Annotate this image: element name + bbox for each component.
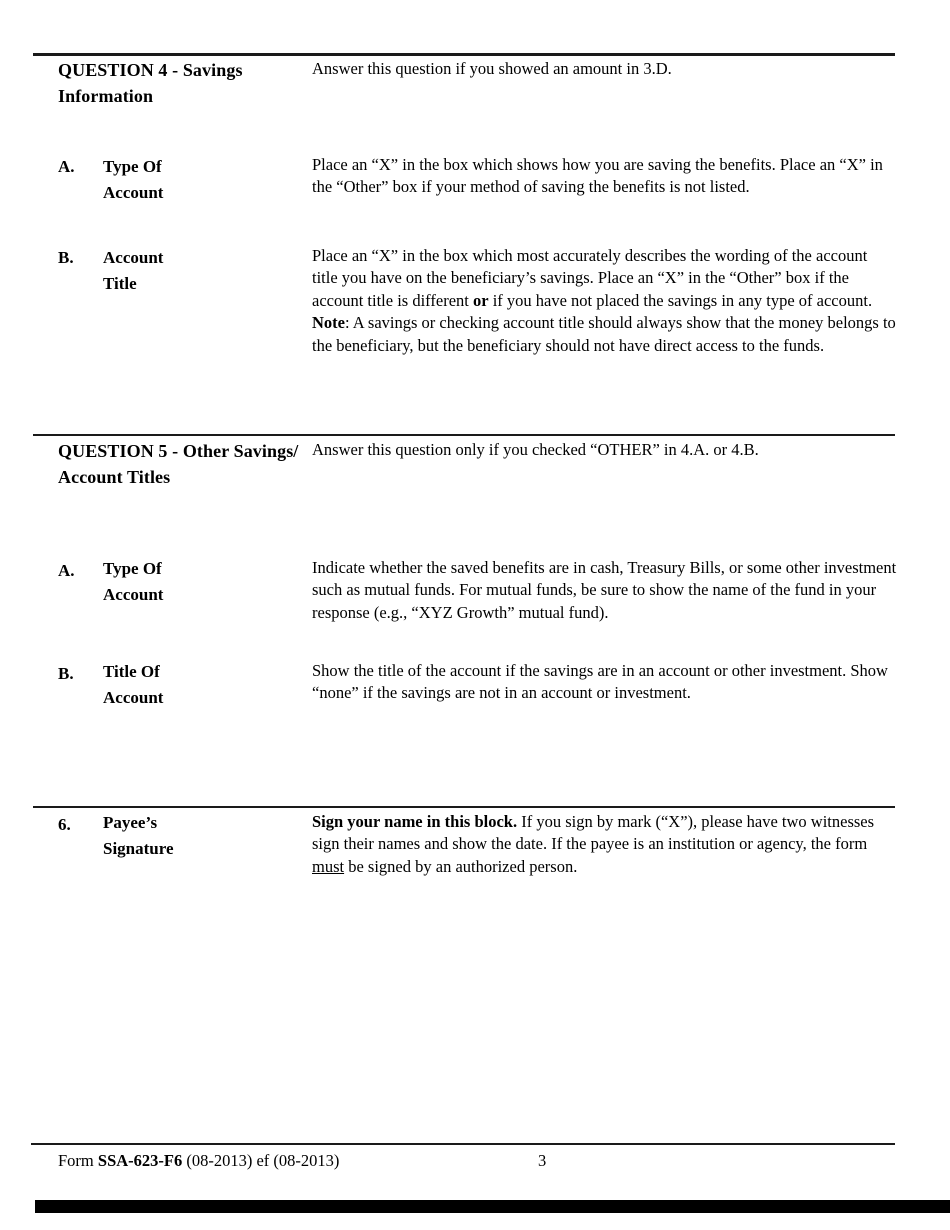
question-4-intro: Answer this question if you showed an amount in 3.D. (312, 59, 672, 78)
item-4a-description: Place an “X” in the box which shows how you are saving the benefits. Place an “X” in the “Other” box if your method of saving the benefits is not listed. (312, 155, 883, 197)
item-5a-label: Type Of Account (103, 559, 164, 604)
question-5-intro: Answer this question only if you checked “OTHER” in 4.A. or 4.B. (312, 440, 759, 459)
item-6-divider-rule (33, 806, 895, 808)
item-4a-label: Type Of Account (103, 157, 164, 202)
item-4b-description: Place an “X” in the box which most accurately describes the wording of the account title you have on the beneficiary’s savings. Place an “X” in the “Other” box if the account title is different or if you have not placed the savings in any type of account. Note: A savings or checking account title should always show that the money belongs to the beneficiary, but the beneficiary should not have direct access to the funds. (312, 246, 896, 355)
item-5a-description: Indicate whether the saved benefits are in cash, Treasury Bills, or some other investment such as mutual funds. For mutual funds, be sure to show the name of the fund in your response (e.g., “XYZ Growth” mutual fund). (312, 558, 897, 622)
footer-form-label: Form (58, 1151, 98, 1170)
item-4a-letter: A. (58, 157, 75, 176)
item-6-label: Payee’s Signature (103, 813, 174, 858)
footer-form-number: SSA-623-F6 (97, 1151, 183, 1170)
item-5b-label: Title Of Account (103, 662, 164, 707)
item-4b-label: Account Title (103, 248, 164, 293)
question-5-divider-rule (33, 434, 895, 436)
item-6-description: Sign your name in this block. If you sign by mark (“X”), please have two witnesses sign their names and show the date. If the payee is an institution or agency, the form must be signed by an authorized person. (312, 812, 875, 876)
item-5b-description: Show the title of the account if the savings are in an account or other investment. Show “none” if the savings are not in an account or investment. (312, 661, 888, 703)
question-4-heading: QUESTION 4 - Savings Information (58, 60, 243, 106)
scan-edge-bar (35, 1200, 950, 1213)
item-6-number: 6. (58, 815, 71, 834)
footer-form-id (58, 1150, 339, 1171)
footer-page-number: 3 (538, 1151, 547, 1170)
top-rule (33, 53, 895, 56)
footer-rule (31, 1143, 895, 1145)
footer-form-editions: (08-2013) ef (08-2013) (182, 1151, 340, 1170)
question-5-heading: QUESTION 5 - Other Savings/ Account Titles (58, 441, 299, 487)
item-5a-letter: A. (58, 561, 75, 580)
item-5b-letter: B. (58, 664, 74, 683)
item-4b-letter: B. (58, 248, 74, 267)
